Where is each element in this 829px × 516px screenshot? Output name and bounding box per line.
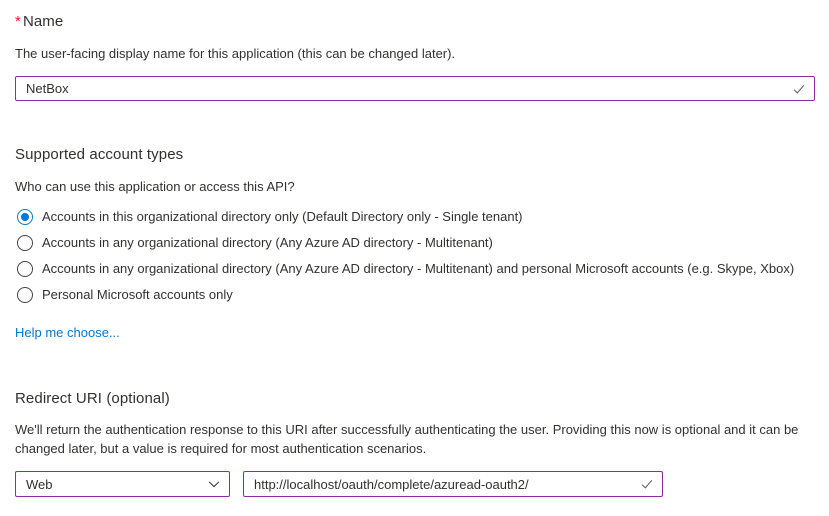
redirect-uri-input[interactable] — [244, 472, 662, 496]
redirect-uri-description: We'll return the authentication response to this URI after successfully authenticating the user. Providing this now is optional and it can be changed later, but a value is required for most authentication scenarios. — [15, 422, 799, 456]
radio-option-label: Personal Microsoft accounts only — [42, 287, 233, 302]
platform-select[interactable] — [15, 471, 230, 497]
radio-option-multitenant[interactable] — [15, 230, 815, 256]
radio-option-label: Accounts in any organizational directory (Any Azure AD directory - Multitenant) — [42, 235, 493, 250]
radio-option-personal-only[interactable] — [15, 282, 815, 308]
account-types-radio-group — [15, 204, 815, 308]
redirect-uri-title: Redirect URI (optional) — [15, 390, 170, 407]
redirect-uri-section — [15, 389, 815, 497]
radio-button-icon[interactable] — [17, 261, 33, 277]
platform-select-value: Web — [26, 476, 53, 492]
radio-option-label: Accounts in this organizational directory only (Default Directory only - Single tenant) — [42, 209, 523, 224]
radio-option-label: Accounts in any organizational directory (Any Azure AD directory - Multitenant) and personal Microsoft accounts (e.g. Skype, Xbox) — [42, 261, 795, 276]
name-description: The user-facing display name for this application (this can be changed later). — [15, 46, 456, 61]
account-types-title: Supported account types — [15, 146, 184, 163]
supported-account-types-section — [15, 145, 815, 342]
name-title-text: Name — [22, 13, 64, 30]
name-section-title — [15, 12, 815, 32]
name-input-container — [15, 76, 815, 101]
radio-button-icon[interactable] — [17, 235, 33, 251]
radio-button-icon[interactable] — [17, 287, 33, 303]
required-asterisk: * — [15, 13, 21, 30]
name-section — [15, 12, 815, 101]
help-me-choose-link[interactable]: Help me choose... — [15, 325, 120, 340]
redirect-uri-row — [15, 471, 815, 497]
chevron-down-icon — [207, 477, 221, 491]
account-types-question: Who can use this application or access this API? — [15, 179, 295, 194]
redirect-uri-input-container — [243, 471, 663, 497]
radio-option-multitenant-personal[interactable] — [15, 256, 815, 282]
radio-option-single-tenant[interactable] — [15, 204, 815, 230]
radio-button-icon[interactable] — [17, 209, 33, 225]
name-input[interactable] — [16, 77, 814, 100]
